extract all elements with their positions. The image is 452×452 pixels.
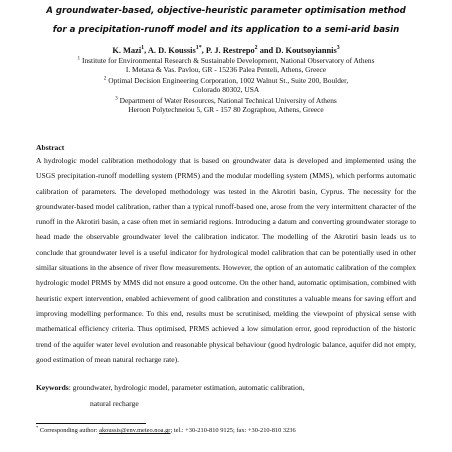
title-line-2: for a precipitation-runoff model and its application to a semi-arid basin xyxy=(52,25,400,35)
affiliation-line: Optimal Decision Engineering Corporation, 1002 Walnut St., Suite 200, Boulder, xyxy=(108,76,349,86)
footnote-contact: ; tel.: +30-210-810 9125; fax: +30-210-810 3236 xyxy=(170,427,296,434)
email-link[interactable]: akoussis@env.meteo.noa.gr xyxy=(99,427,171,434)
author-name: P. J. Restrepo xyxy=(205,46,255,55)
keywords-text: : groundwater, hydrologic model, parameter estimation, automatic calibration, xyxy=(68,383,305,392)
affiliation-line: Institute for Environmental Research & Sustainable Development, National Observatory of Athens xyxy=(81,56,375,65)
keywords-continuation: natural recharge xyxy=(90,399,139,408)
author-list xyxy=(20,45,432,56)
author-name: D. Koutsoyiannis xyxy=(275,46,337,55)
keywords-block xyxy=(36,380,416,412)
abstract-heading: Abstract xyxy=(36,143,65,152)
affiliation-mark: 2 xyxy=(103,75,107,82)
affiliation-line: I. Metaxa & Vas. Pavlou, GR - 15236 Palea Penteli, Athens, Greece xyxy=(125,64,327,74)
abstract-text: A hydrologic model calibration methodology that is based on groundwater data is developed and implemented using the USGS precipitation-runoff modelling system (PRMS) and the modular modelling system (MMS), which performs automatic calibration of parameters. The developed methodology was tested in the Akrotiri basin, Cyprus. The necessity for the groundwater-based model calibration, rather than a typical runoff-based one, arose from the very intermittent character of the runoff in the Akrotiri basin, a case often met in semiarid regions. Introducing a datum and converting groundwater storage to head made the observable groundwater level the calibration indicator. The modelling of the Akrotiri basin leads us to conclude that groundwater level is a useful indicator for hydrological model calibration that can be potentially used in other similar situations in the absence of river flow measurements. However, the option of an automatic calibration of the complex hydrologic model PRMS by MMS did not ensure a good outcome. On the other hand, automatic optimisation, combined with heuristic expert intervention, enabled achievement of good calibration and constitutes a valuable means for saving effort and improving modelling performance. To this end, results must be scrutinised, melding the viewpoint of physical sense with mathematical efficiency criteria. Thus optimised, PRMS achieved a low simulation error, good reproduction of the historic trend of the aquifer water level evolution and reasonable physical behaviour (good hydrologic balance, aquifer did not empty, good estimation of mean natural recharge rate). xyxy=(36,156,416,364)
affiliation xyxy=(30,57,422,75)
keywords-label: Keywords xyxy=(36,383,69,392)
affiliation-line: Colorado 80302, USA xyxy=(192,84,260,94)
paper-title xyxy=(20,2,432,40)
author-separator: and xyxy=(257,46,276,55)
footnote xyxy=(36,424,426,435)
affiliation-mark: 3 xyxy=(115,95,118,102)
author-separator: , xyxy=(144,46,148,55)
author-affil-mark: 1* xyxy=(195,45,202,52)
footnote-mark: * xyxy=(36,424,39,430)
author-affil-mark: 3 xyxy=(336,45,340,52)
author-affil-mark: 2 xyxy=(254,45,258,52)
affiliation xyxy=(30,77,422,95)
title-line-1: A groundwater-based, objective-heuristic parameter optimisation method xyxy=(46,6,406,16)
affiliation-mark: 1 xyxy=(77,55,81,62)
affiliation-list xyxy=(30,57,422,117)
author-separator: , xyxy=(201,46,206,55)
author-name: K. Mazi xyxy=(112,46,142,55)
affiliation xyxy=(30,97,422,115)
footnote-prefix: Corresponding author: xyxy=(38,427,100,434)
author-name: A. D. Koussis xyxy=(147,46,196,55)
footnote-divider xyxy=(36,423,146,424)
author-affil-mark: 1 xyxy=(141,45,145,52)
affiliation-line: Heroon Polytechneiou 5, GR - 157 80 Zographou, Athens, Greece xyxy=(128,104,324,114)
affiliation-line: Department of Water Resources, National Technical University of Athens xyxy=(119,96,337,106)
